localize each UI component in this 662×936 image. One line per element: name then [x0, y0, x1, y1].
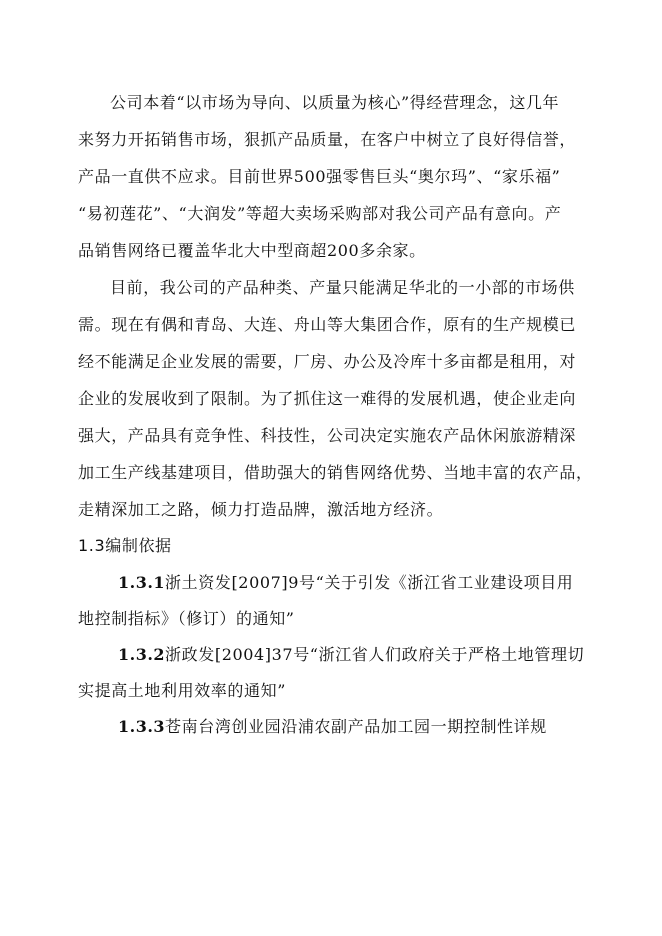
clause-1-3-2-line-1 [118, 645, 584, 665]
clause-1-3-1-line-1 [118, 573, 573, 593]
clause-number: 1.3.3 [118, 717, 166, 736]
clause-text: 苍南台湾创业园沿浦农副产品加工园一期控制性详规 [165, 717, 547, 736]
paragraph-2-line-1: 目前，我公司的产品种类、产量只能满足华北的一小部的市场供 [110, 278, 575, 297]
clause-1-3-1-line-2: 地控制指标》（修订）的通知” [78, 609, 295, 628]
clause-text: 浙政发[2004]37号“浙江省人们政府关于严格土地管理切 [165, 645, 585, 664]
paragraph-1-line-5: 品销售网络已覆盖华北大中型商超200多余家。 [78, 241, 426, 260]
clause-1-3-3-line-1 [118, 717, 547, 737]
clause-text: 浙土资发[2007]9号“关于引发《浙江省工业建设项目用 [165, 573, 574, 592]
paragraph-2-line-3: 经不能满足企业发展的需要，厂房、办公及冷库十多亩都是租用，对 [78, 352, 577, 371]
paragraph-1-line-2: 来努力开拓销售市场，狠抓产品质量，在客户中树立了良好得信誉， [78, 130, 577, 149]
paragraph-2-line-4: 企业的发展收到了限制。为了抓住这一难得的发展机遇，使企业走向 [78, 389, 577, 408]
paragraph-2-line-6: 加工生产线基建项目，借助强大的销售网络优势、当地丰富的农产品， [78, 463, 593, 482]
paragraph-2-line-7: 走精深加工之路，倾力打造品牌，激活地方经济。 [78, 500, 444, 519]
section-heading: 1.3编制依据 [78, 536, 172, 555]
clause-number: 1.3.1 [118, 573, 166, 592]
paragraph-2-line-5: 强大，产品具有竞争性、科技性，公司决定实施农产品休闲旅游精深 [78, 426, 577, 445]
paragraph-1-line-3: 产品一直供不应求。目前世界500强零售巨头“奥尔玛”、“家乐福” [78, 167, 561, 186]
paragraph-2-line-2: 需。现在有偶和青岛、大连、舟山等大集团合作，原有的生产规模已 [78, 315, 577, 334]
clause-number: 1.3.2 [118, 645, 166, 664]
paragraph-1-line-1: 公司本着“以市场为导向、以质量为核心”得经营理念，这几年 [110, 93, 560, 112]
clause-1-3-2-line-2: 实提高土地利用效率的通知” [78, 681, 286, 700]
paragraph-1-line-4: “易初莲花”、“大润发”等超大卖场采购部对我公司产品有意向。产 [78, 204, 562, 223]
